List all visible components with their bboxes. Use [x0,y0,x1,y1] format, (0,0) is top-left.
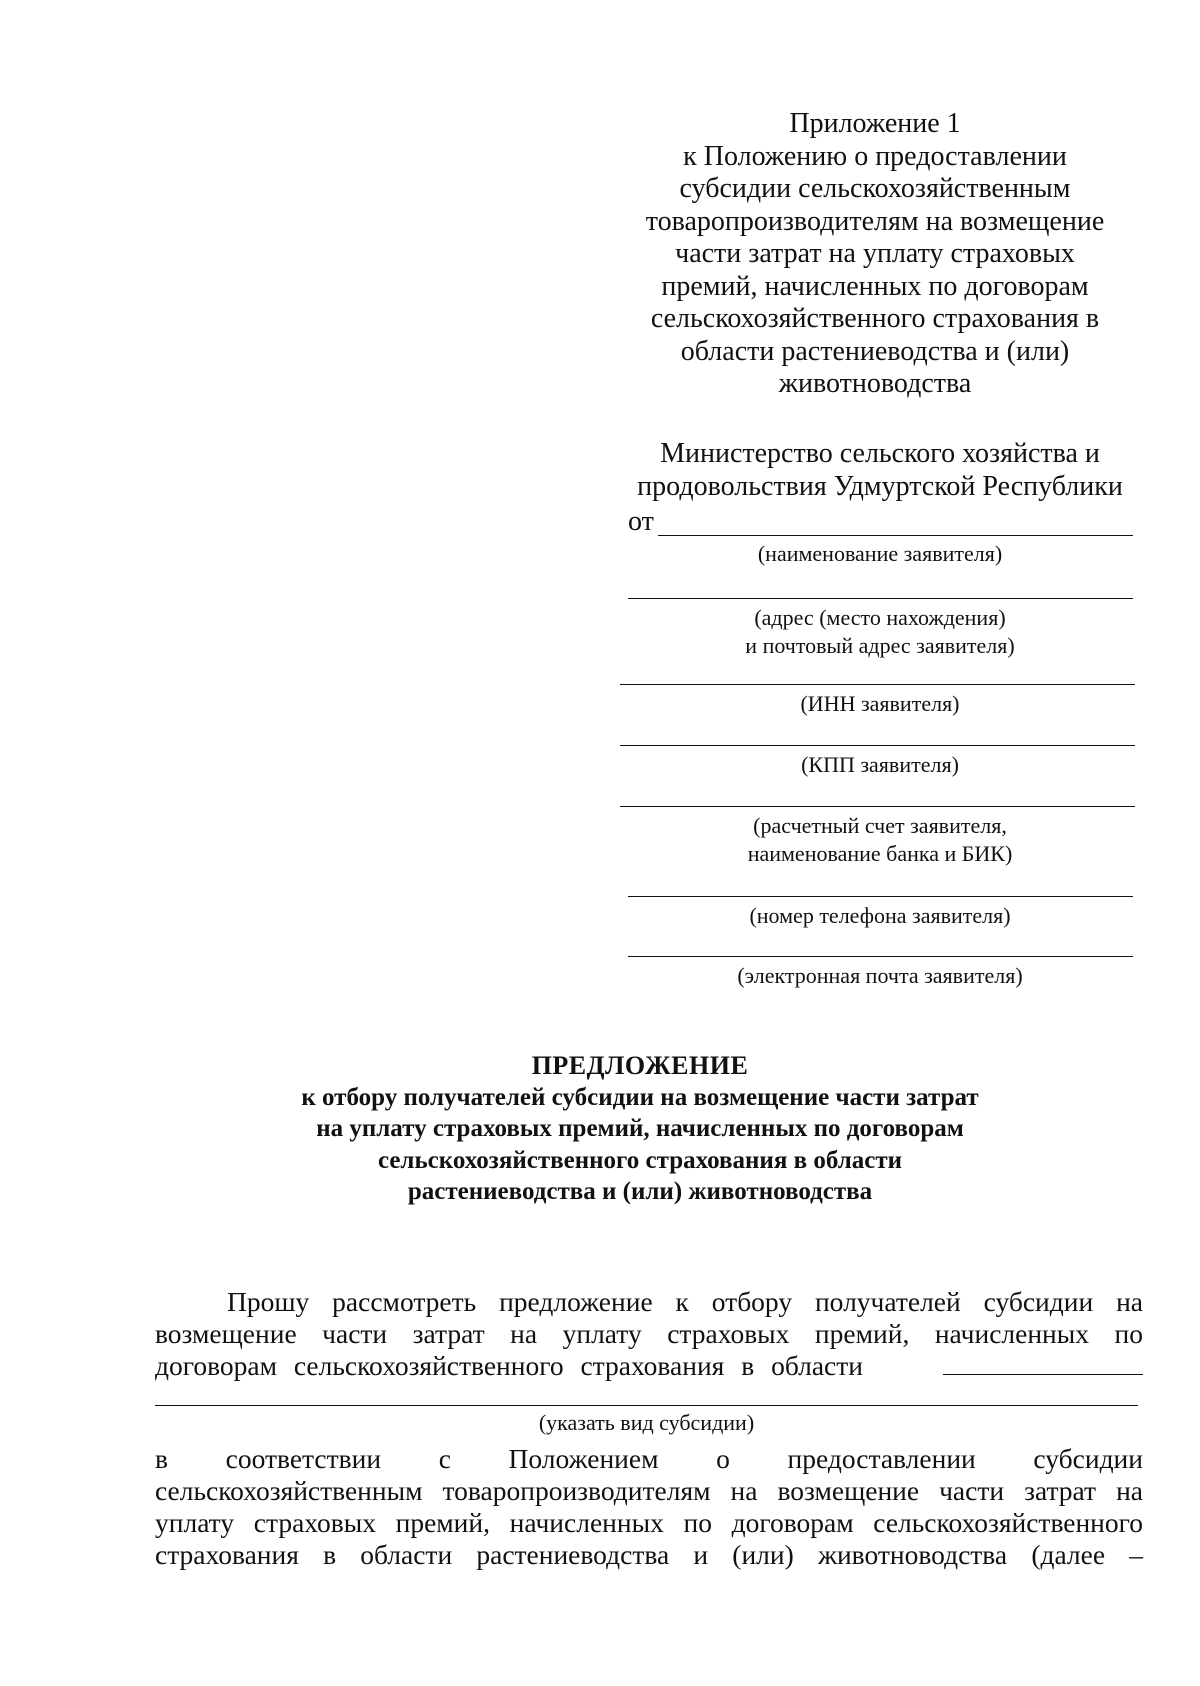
appendix-line: к Положению о предоставлении [683,140,1067,172]
body-line: возмещение части затрат на уплату страховых премий, начисленных по [155,1318,1143,1349]
document-title-line: растениеводства и (или) животноводства [407,1178,873,1205]
appendix-line: области растениеводства и (или) [680,335,1070,367]
appendix-line: части затрат на уплату страховых [675,238,1075,269]
applicant-bank-account-field[interactable] [620,806,1135,807]
applicant-email-field[interactable] [628,956,1133,957]
addressee-line: продовольствия Удмуртской Республики [637,470,1123,502]
body-line: в соответствии с Положением о предоставлении субсидии [155,1443,1143,1474]
applicant-address-caption: (адрес (место нахождения) и почтовый адрес заявителя) [745,605,1015,658]
document-title [140,1050,1140,1208]
subsidy-type-caption: (указать вид субсидии) [538,1410,755,1435]
body-paragraph-2 [155,1443,1143,1571]
applicant-address-field[interactable] [628,598,1133,599]
document-title-line: к отбору получателей субсидии на возмещение части затрат [301,1083,979,1111]
appendix-line: субсидии сельскохозяйственным [679,173,1071,204]
body-line-with-blank [155,1350,1143,1382]
body-line: уплату страховых премий, начисленных по договорам сельскохозяйственного [155,1507,1143,1538]
applicant-name-caption: (наименование заявителя) [757,541,1003,566]
body-line: Прошу рассмотреть предложение к отбору получателей субсидии на [227,1286,1143,1317]
appendix-line: сельскохозяйственного страхования в [650,303,1100,334]
applicant-inn-field[interactable] [620,684,1135,685]
document-title-line: сельскохозяйственного страхования в области [377,1146,903,1174]
applicant-kpp-caption: (КПП заявителя) [801,752,959,777]
from-label: от [628,506,654,537]
appendix-line: премий, начисленных по договорам [661,270,1089,302]
applicant-email-caption: (электронная почта заявителя) [737,963,1023,988]
applicant-phone-caption: (номер телефона заявителя) [749,903,1011,928]
appendix-line: Приложение 1 [789,108,961,139]
appendix-line: животноводства [778,368,972,399]
addressee-line: Министерство сельского хозяйства и [660,438,1100,469]
appendix-line: товаропроизводителям на возмещение [645,205,1105,237]
subsidy-area-field[interactable] [943,1354,1143,1375]
document-title-main: ПРЕДЛОЖЕНИЕ [531,1051,749,1080]
applicant-bank-account-caption: (расчетный счет заявителя, наименование банка и БИК) [747,813,1013,866]
subsidy-type-field[interactable] [155,1405,1138,1406]
applicant-kpp-field[interactable] [620,745,1135,746]
body-line: сельскохозяйственным товаропроизводителям на возмещение части затрат на [155,1475,1143,1506]
document-title-line: на уплату страховых премий, начисленных по договорам [316,1115,964,1142]
body-line: договорам сельскохозяйственного страхования в области [155,1350,863,1381]
applicant-name-field[interactable] [658,535,1133,536]
from-row [628,506,1133,538]
addressee-block [630,438,1130,503]
body-paragraph-1 [155,1286,1143,1382]
applicant-phone-field[interactable] [628,896,1133,897]
applicant-inn-caption: (ИНН заявителя) [800,691,960,716]
appendix-header [630,108,1120,401]
body-line: страхования в области растениеводства и (или) животноводства (далее – [155,1539,1143,1570]
